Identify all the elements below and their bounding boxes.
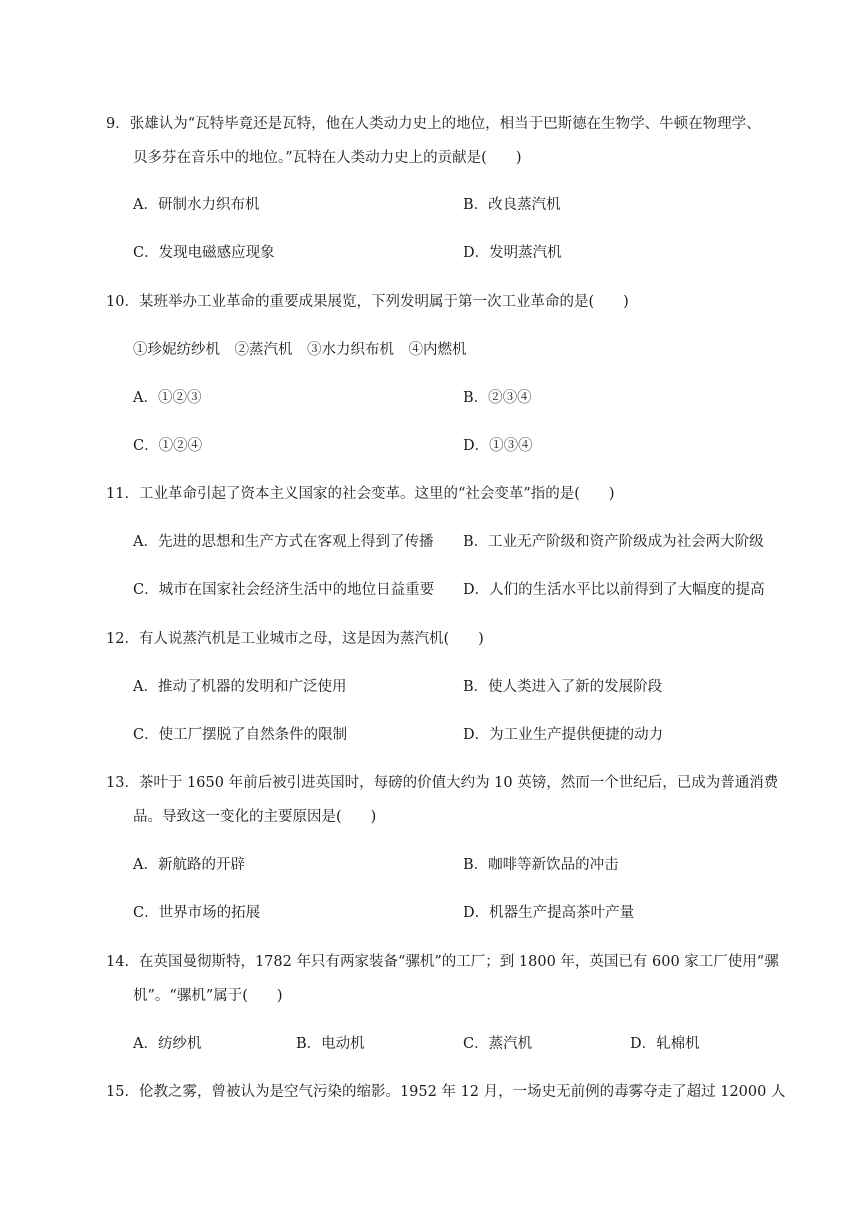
question-10-option-c: C．①②④ bbox=[133, 438, 203, 454]
question-13-option-a: A．新航路的开辟 bbox=[133, 857, 245, 873]
question-12-option-d: D．为工业生产提供便捷的动力 bbox=[463, 727, 664, 743]
question-9-option-c: C．发现电磁感应现象 bbox=[133, 245, 275, 261]
question-15-stem: 15．伦教之雾，曾被认为是空气污染的缩影。1952 年 12 月，一场史无前例的毒雾夺走了超过 12000 人 bbox=[106, 1084, 786, 1100]
question-13-option-d: D．机器生产提高茶叶产量 bbox=[463, 905, 635, 921]
question-10-items: ①珍妮纺纱机 ②蒸汽机 ③水力织布机 ④内燃机 bbox=[133, 342, 467, 358]
question-10-stem: 10．某班举办工业革命的重要成果展览，下列发明属于第一次工业革命的是( ) bbox=[106, 294, 629, 310]
question-14-stem: 14．在英国曼彻斯特，1782 年只有两家装备“骡机”的工厂；到 1800 年，英国已有 600 家工厂使用“骡 bbox=[106, 954, 779, 970]
question-13-stem: 13．茶叶于 1650 年前后被引进英国时，每磅的价值大约为 10 英镑，然而一个世纪后，已成为普通消费 bbox=[106, 775, 779, 791]
question-14-option-d: D．轧棉机 bbox=[630, 1036, 700, 1052]
question-12-option-b: B．使人类进入了新的发展阶段 bbox=[463, 679, 663, 695]
question-9-option-a: A．研制水力织布机 bbox=[133, 197, 260, 213]
question-12-option-c: C．使工厂摆脱了自然条件的限制 bbox=[133, 727, 348, 743]
question-11-option-c: C．城市在国家社会经济生活中的地位日益重要 bbox=[133, 582, 435, 598]
question-9-stem-cont: 贝多芬在音乐中的地位。”瓦特在人类动力史上的贡献是( ) bbox=[133, 150, 522, 166]
question-14-option-b: B．电动机 bbox=[296, 1036, 365, 1052]
question-13-stem-cont: 品。导致这一变化的主要原因是( ) bbox=[133, 809, 377, 825]
question-14-option-a: A．纺纱机 bbox=[133, 1036, 202, 1052]
question-10-option-a: A．①②③ bbox=[133, 390, 202, 406]
question-11-stem: 11．工业革命引起了资本主义国家的社会变革。这里的“社会变革”指的是( ) bbox=[106, 486, 615, 502]
question-9-stem: 9．张雄认为“瓦特毕竟还是瓦特，他在人类动力史上的地位，相当于巴斯德在生物学、牛顿在物理学、 bbox=[106, 116, 761, 132]
question-10-option-d: D．①③④ bbox=[463, 438, 533, 454]
question-10-option-b: B．②③④ bbox=[463, 390, 532, 406]
question-11-option-d: D．人们的生活水平比以前得到了大幅度的提高 bbox=[463, 582, 765, 598]
question-14-stem-cont: 机”。“骡机”属于( ) bbox=[133, 988, 283, 1004]
question-13-option-c: C．世界市场的拓展 bbox=[133, 905, 261, 921]
question-9-option-d: D．发明蒸汽机 bbox=[463, 245, 562, 261]
question-14-option-c: C．蒸汽机 bbox=[463, 1036, 533, 1052]
question-12-option-a: A．推动了机器的发明和广泛使用 bbox=[133, 679, 347, 695]
question-11-option-a: A．先进的思想和生产方式在客观上得到了传播 bbox=[133, 534, 434, 550]
question-11-option-b: B．工业无产阶级和资产阶级成为社会两大阶级 bbox=[463, 534, 764, 550]
question-9-option-b: B．改良蒸汽机 bbox=[463, 197, 561, 213]
question-13-option-b: B．咖啡等新饮品的冲击 bbox=[463, 857, 619, 873]
question-12-stem: 12．有人说蒸汽机是工业城市之母，这是因为蒸汽机( ) bbox=[106, 631, 484, 647]
